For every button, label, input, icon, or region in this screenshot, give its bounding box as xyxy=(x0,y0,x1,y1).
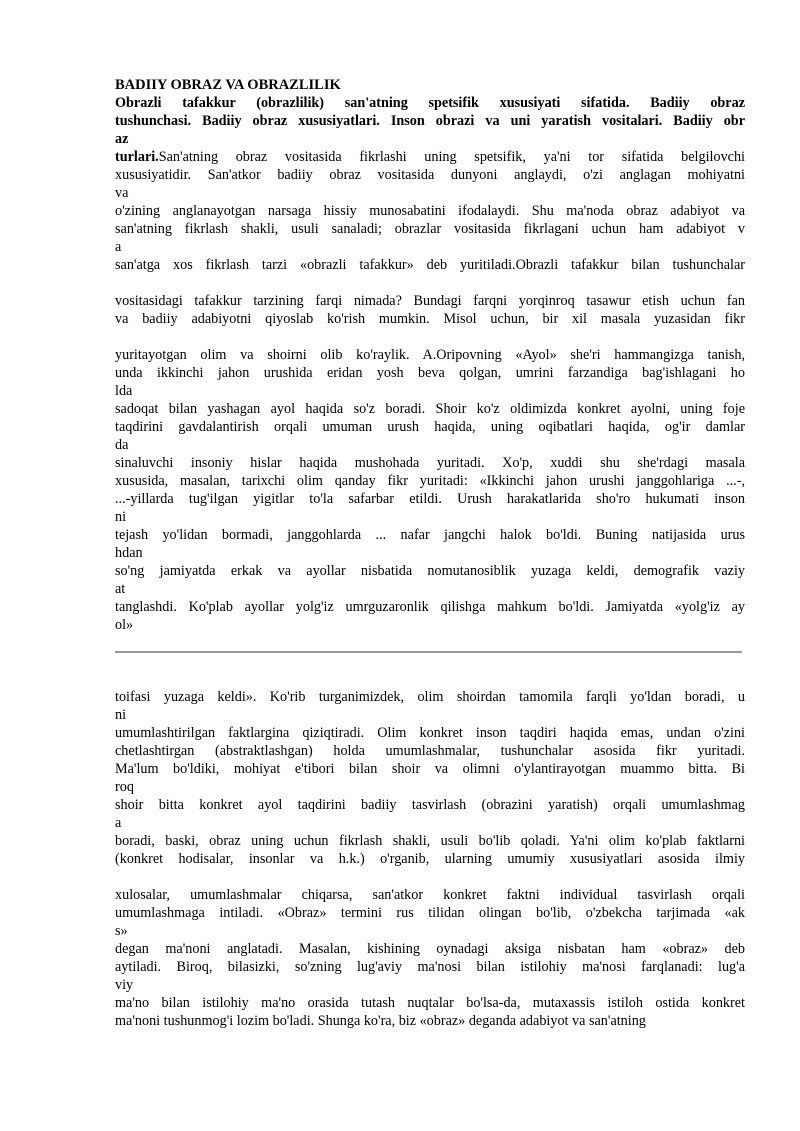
text-line: a xyxy=(115,815,122,831)
text-line: at xyxy=(115,581,126,597)
text-line: so'ng jamiyatda erkak va ayollar nisbatida nomutanosiblik yuzaga keldi, demografik vaziy xyxy=(115,563,745,579)
text-line: taqdirini gavdalantirish orqali umuman urush haqida, uning oqibatlari haqida, og'ir damlar xyxy=(115,419,745,435)
text-line: umumlashtirilgan faktlargina qiziqtiradi. Olim konkret inson taqdiri haqida emas, undan o'zini xyxy=(115,725,745,741)
text-line: s» xyxy=(115,923,128,939)
text-line: Ma'lum bo'ldiki, mohiyat e'tibori bilan shoir va olimni o'ylantirayotgan muammo bitta. Bi xyxy=(115,761,745,777)
text-line: ...-yillarda tug'ilgan yigitlar to'la safarbar etildi. Urush harakatlarida sho'ro hukumati inson xyxy=(115,491,745,507)
text-line: degan ma'noni anglatadi. Masalan, kishining oynadagi aksiga nisbatan ham «obraz» deb xyxy=(115,941,745,957)
text-line: vositasidagi tafakkur tarzining farqi nimada? Bundagi farqni yorqinroq tasawur etish uchun fan xyxy=(115,293,745,309)
text-line: shoir bitta konkret ayol taqdirini badiiy tasvirlash (obrazini yaratish) orqali umumlashmag xyxy=(115,797,745,813)
text-line: va xyxy=(115,185,129,201)
section-2 xyxy=(115,688,745,1030)
text-line: a xyxy=(115,239,122,255)
text-line: tanglashdi. Ko'plab ayollar yolg'iz umrguzaronlik qilishga mahkum bo'ldi. Jamiyatda «yolg'iz ay xyxy=(115,599,745,615)
text-line: xususida, masalan, tarixchi olim qanday fikr yuritadi: «Ikkinchi jahon urushi janggohlariga ...-, xyxy=(115,473,745,489)
text-line: roq xyxy=(115,779,134,795)
text-line: da xyxy=(115,437,129,453)
text-line: san'atga xos fikrlash tarzi «obrazli tafakkur» deb yuritiladi.Obrazli tafakkur bilan tushunchalar xyxy=(115,257,745,273)
text-line: yuritayotgan olim va shoirni olib ko'raylik. A.Oripovning «Ayol» she'ri hammangizga tanish, xyxy=(115,347,745,363)
text-line: boradi, baski, obraz uning uchun fikrlash shakli, usuli bo'lib qoladi. Ya'ni olim ko'plab faktlarni xyxy=(115,833,745,849)
page-upper xyxy=(115,76,745,634)
text-line: va badiiy adabiyotni qiyoslab ko'rish mumkin. Misol uchun, bir xil masala yuzasidan fikr xyxy=(115,311,745,327)
text-line: xulosalar, umumlashmalar chiqarsa, san'atkor konkret faktni individual tasvirlash orqali xyxy=(115,887,745,903)
text-line: o'zining anglanayotgan narsaga hissiy munosabatini ifodalaydi. Shu ma'noda obraz adabiyot va xyxy=(115,203,745,219)
heading-line: Obrazli tafakkur (obrazlilik) san'atning spetsifik xususiyati sifatida. Badiiy obraz xyxy=(115,95,745,111)
text-line: xususiyatidir. San'atkor badiiy obraz vositasida dunyoni anglaydi, o'zi anglagan mohiyatni xyxy=(115,167,745,183)
text-line: umumlashmaga intiladi. «Obraz» termini rus tilidan olingan bo'lib, o'zbekcha tarjimada «ak xyxy=(115,905,745,921)
text-line: ma'noni tushunmog'i lozim bo'ladi. Shunga ko'ra, biz «obraz» deganda adabiyot va san'atning xyxy=(115,1013,646,1029)
text-line: sinaluvchi insoniy hislar haqida mushohada yuritadi. Xo'p, xuddi shu she'rdagi masala xyxy=(115,455,745,471)
heading-line: tushunchasi. Badiiy obraz xususiyatlari. Inson obrazi va uni yaratish vositalari. Badiiy obr xyxy=(115,113,745,129)
text-line: san'atning fikrlash shakli, usuli sanaladi; obrazlar vositasida fikrlagani uchun ham adabiyot v xyxy=(115,221,745,237)
text-line: tejash yo'lidan bormadi, janggohlarda ... nafar jangchi halok bo'ldi. Buning natijasida urus xyxy=(115,527,745,543)
heading-block xyxy=(115,94,745,148)
document-title: BADIIY OBRAZ VA OBRAZLILIK xyxy=(115,77,341,93)
section-1 xyxy=(115,166,745,634)
text-line: hdan xyxy=(115,545,143,561)
first-line-text: San'atning obraz vositasida fikrlashi uning spetsifik, ya'ni tor sifatida belgilovchi xyxy=(158,149,745,165)
text-line: viy xyxy=(115,977,134,993)
text-line: ol» xyxy=(115,617,134,633)
text-line: sadoqat bilan yashagan ayol haqida so'z boradi. Shoir ko'z oldimizda konkret ayolni, uning foje xyxy=(115,401,745,417)
text-line xyxy=(115,868,745,886)
first-paragraph-line xyxy=(115,148,745,166)
text-line: ni xyxy=(115,509,127,525)
text-line: ma'no bilan istilohiy ma'no orasida tutash nuqtalar bo'lsa-da, mutaxassis istiloh ostida konkret xyxy=(115,995,745,1011)
text-line xyxy=(115,274,745,292)
heading-tail: turlari. xyxy=(115,149,159,165)
text-line: (konkret hodisalar, insonlar va h.k.) o'rganib, ularning umumiy xususiyatlari asosida ilmiy xyxy=(115,851,745,867)
text-line: toifasi yuzaga keldi». Ko'rib turganimizdek, olim shoirdan tamomila farqli yo'ldan boradi, u xyxy=(115,689,745,705)
text-line: chetlashtirgan (abstraktlashgan) holda umumlashmalar, tushunchalar asosida fikr yuritadi. xyxy=(115,743,745,759)
text-line xyxy=(115,328,745,346)
text-line: lda xyxy=(115,383,133,399)
heading-line: az xyxy=(115,131,129,147)
page-divider xyxy=(115,651,742,653)
text-line: ni xyxy=(115,707,127,723)
text-line: unda ikkinchi jahon urushida eridan yosh beva qolgan, umrini farzandiga bag'ishlagani ho xyxy=(115,365,745,381)
text-line: aytiladi. Biroq, bilasizki, so'zning lug'aviy ma'nosi bilan istilohiy ma'nosi farqlanadi: lug'a xyxy=(115,959,745,975)
